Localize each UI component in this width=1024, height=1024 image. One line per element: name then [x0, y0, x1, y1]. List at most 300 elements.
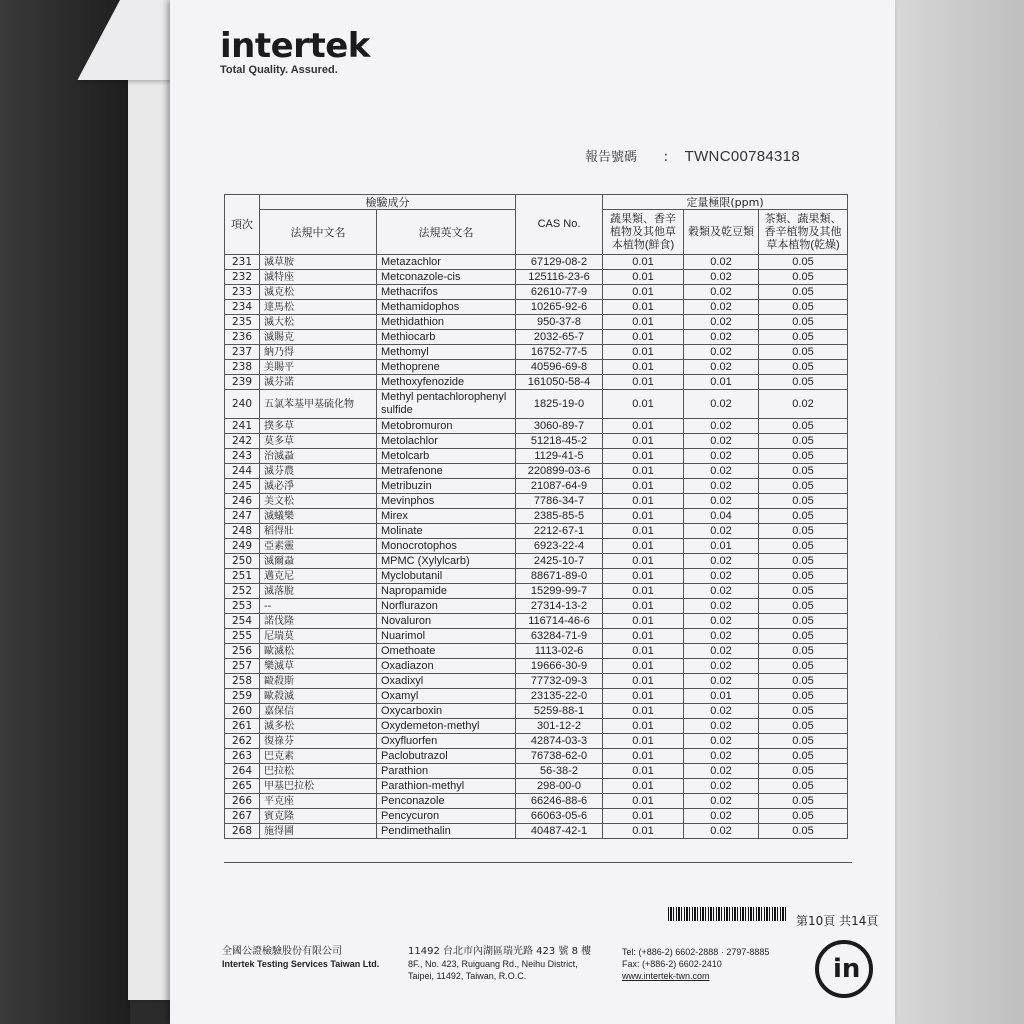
cell-limit-fresh: 0.01: [603, 255, 684, 270]
cell-zh-name: 滅芬諾: [260, 375, 377, 390]
cell-limit-grains: 0.02: [684, 659, 759, 674]
cell-item-no: 234: [225, 300, 260, 315]
table-row: [225, 330, 848, 345]
cell-cas: 161050-58-4: [516, 375, 603, 390]
cell-item-no: 243: [225, 449, 260, 464]
cell-zh-name: 甲基巴拉松: [260, 779, 377, 794]
table-row: [225, 659, 848, 674]
table-row: [225, 644, 848, 659]
cell-en-name: Methiocarb: [377, 330, 516, 345]
company-name-en: Intertek Testing Services Taiwan Ltd.: [222, 959, 380, 969]
table-row: [225, 584, 848, 599]
cell-limit-fresh: 0.01: [603, 569, 684, 584]
cell-zh-name: 巴拉松: [260, 764, 377, 779]
cell-limit-dried: 0.05: [759, 794, 848, 809]
cell-limit-dried: 0.05: [759, 584, 848, 599]
cell-zh-name: 達馬松: [260, 300, 377, 315]
cell-cas: 2212-67-1: [516, 524, 603, 539]
header-cas: CAS No.: [516, 195, 603, 255]
cell-zh-name: 歐滅松: [260, 644, 377, 659]
cell-limit-fresh: 0.01: [603, 644, 684, 659]
cell-en-name: Oxadixyl: [377, 674, 516, 689]
cell-cas: 2385-85-5: [516, 509, 603, 524]
cell-limit-dried: 0.05: [759, 674, 848, 689]
cell-zh-name: 莫多草: [260, 434, 377, 449]
cell-limit-grains: 0.02: [684, 734, 759, 749]
cell-zh-name: 亞素靈: [260, 539, 377, 554]
cell-zh-name: 納乃得: [260, 345, 377, 360]
cell-limit-dried: 0.05: [759, 569, 848, 584]
cell-limit-grains: 0.02: [684, 434, 759, 449]
cell-limit-grains: 0.02: [684, 285, 759, 300]
cell-limit-grains: 0.02: [684, 449, 759, 464]
table-row: [225, 360, 848, 375]
cell-item-no: 255: [225, 629, 260, 644]
cell-limit-dried: 0.05: [759, 375, 848, 390]
cell-limit-fresh: 0.01: [603, 315, 684, 330]
table-row: [225, 614, 848, 629]
cell-item-no: 247: [225, 509, 260, 524]
cell-limit-grains: 0.02: [684, 809, 759, 824]
report-number-line: [585, 146, 800, 165]
cell-item-no: 233: [225, 285, 260, 300]
cell-en-name: Metolcarb: [377, 449, 516, 464]
cell-en-name: Mirex: [377, 509, 516, 524]
cell-limit-grains: 0.02: [684, 330, 759, 345]
cell-limit-fresh: 0.01: [603, 599, 684, 614]
cell-limit-dried: 0.05: [759, 614, 848, 629]
page-number: 第10頁 共14頁: [796, 914, 879, 928]
cell-en-name: Pencycuron: [377, 809, 516, 824]
cell-limit-grains: 0.02: [684, 599, 759, 614]
cell-limit-grains: 0.04: [684, 509, 759, 524]
cell-item-no: 249: [225, 539, 260, 554]
cell-item-no: 257: [225, 659, 260, 674]
cell-zh-name: 滅草胺: [260, 255, 377, 270]
cell-en-name: Napropamide: [377, 584, 516, 599]
table-row: [225, 375, 848, 390]
table-row: [225, 509, 848, 524]
cell-limit-fresh: 0.01: [603, 449, 684, 464]
table-row: [225, 315, 848, 330]
table-row: [225, 704, 848, 719]
header-limit-group: 定量極限(ppm): [603, 195, 848, 210]
cell-zh-name: 滅蟻樂: [260, 509, 377, 524]
cell-item-no: 237: [225, 345, 260, 360]
cell-cas: 21087-64-9: [516, 479, 603, 494]
fax: Fax: (+886-2) 6602-2410: [622, 959, 722, 969]
cell-item-no: 236: [225, 330, 260, 345]
cell-en-name: Molinate: [377, 524, 516, 539]
header-col-dried: 茶類、蔬果類、香辛植物及其他草本植物(乾燥): [759, 210, 848, 255]
cell-limit-fresh: 0.01: [603, 794, 684, 809]
cell-cas: 23135-22-0: [516, 689, 603, 704]
table-row: [225, 464, 848, 479]
cell-zh-name: 五氯苯基甲基硫化物: [260, 390, 377, 419]
table-row: [225, 734, 848, 749]
table-row: [225, 569, 848, 584]
cell-limit-fresh: 0.01: [603, 285, 684, 300]
cell-limit-dried: 0.05: [759, 449, 848, 464]
cell-limit-fresh: 0.01: [603, 614, 684, 629]
cell-zh-name: 滅特座: [260, 270, 377, 285]
cell-limit-grains: 0.02: [684, 749, 759, 764]
website-link[interactable]: www.intertek-twn.com: [622, 971, 710, 981]
cell-zh-name: 滅多松: [260, 719, 377, 734]
cell-zh-name: 滅大松: [260, 315, 377, 330]
cell-cas: 27314-13-2: [516, 599, 603, 614]
cell-en-name: Paclobutrazol: [377, 749, 516, 764]
cell-cas: 3060-89-7: [516, 419, 603, 434]
cell-limit-dried: 0.05: [759, 629, 848, 644]
cell-en-name: Parathion: [377, 764, 516, 779]
cell-en-name: Myclobutanil: [377, 569, 516, 584]
cell-cas: 2425-10-7: [516, 554, 603, 569]
report-page: [170, 0, 895, 1024]
cell-item-no: 267: [225, 809, 260, 824]
table-row: [225, 824, 848, 839]
cell-en-name: Oxydemeton-methyl: [377, 719, 516, 734]
cell-limit-fresh: 0.01: [603, 494, 684, 509]
cell-limit-fresh: 0.01: [603, 390, 684, 419]
cell-zh-name: 滅落脫: [260, 584, 377, 599]
cell-limit-grains: 0.02: [684, 719, 759, 734]
cell-en-name: Methoxyfenozide: [377, 375, 516, 390]
cell-item-no: 259: [225, 689, 260, 704]
cell-limit-fresh: 0.01: [603, 524, 684, 539]
cell-limit-grains: 0.02: [684, 614, 759, 629]
cell-cas: 40487-42-1: [516, 824, 603, 839]
cell-en-name: Oxyfluorfen: [377, 734, 516, 749]
table-row: [225, 255, 848, 270]
cell-en-name: MPMC (Xylylcarb): [377, 554, 516, 569]
background-left: [0, 0, 130, 1024]
cell-cas: 6923-22-4: [516, 539, 603, 554]
cell-limit-fresh: 0.01: [603, 434, 684, 449]
cell-zh-name: 復祿芬: [260, 734, 377, 749]
table-row: [225, 270, 848, 285]
header-col-grains: 穀類及乾豆類: [684, 210, 759, 255]
cell-item-no: 263: [225, 749, 260, 764]
cell-cas: 1825-19-0: [516, 390, 603, 419]
cell-en-name: Metobromuron: [377, 419, 516, 434]
cell-zh-name: 滅爾蝨: [260, 554, 377, 569]
header-zh-name: 法規中文名: [260, 210, 377, 255]
cell-limit-fresh: 0.01: [603, 764, 684, 779]
table-row: [225, 494, 848, 509]
cell-cas: 220899-03-6: [516, 464, 603, 479]
cell-limit-dried: 0.05: [759, 719, 848, 734]
cell-item-no: 256: [225, 644, 260, 659]
cell-en-name: Metconazole-cis: [377, 270, 516, 285]
table-row: [225, 779, 848, 794]
cell-zh-name: 美賜平: [260, 360, 377, 375]
cell-limit-grains: 0.02: [684, 629, 759, 644]
cell-en-name: Methidathion: [377, 315, 516, 330]
address-en-line2: Taipei, 11492, Taiwan, R.O.C.: [408, 971, 527, 981]
header-analyte-group: 檢驗成分: [260, 195, 516, 210]
cell-item-no: 246: [225, 494, 260, 509]
cell-en-name: Omethoate: [377, 644, 516, 659]
cell-cas: 56-38-2: [516, 764, 603, 779]
address-en-line1: 8F., No. 423, Ruiguang Rd., Neihu District,: [408, 959, 578, 969]
table-row: [225, 764, 848, 779]
cell-en-name: Metrafenone: [377, 464, 516, 479]
table-row: [225, 539, 848, 554]
results-table: [224, 194, 848, 839]
cell-limit-dried: 0.05: [759, 285, 848, 300]
cell-zh-name: 治滅蝨: [260, 449, 377, 464]
cell-limit-dried: 0.05: [759, 300, 848, 315]
barcode: [668, 907, 786, 921]
table-row: [225, 390, 848, 419]
cell-cas: 301-12-2: [516, 719, 603, 734]
cell-item-no: 266: [225, 794, 260, 809]
cell-en-name: Norflurazon: [377, 599, 516, 614]
cell-item-no: 268: [225, 824, 260, 839]
report-number: TWNC00784318: [684, 148, 800, 165]
cell-item-no: 252: [225, 584, 260, 599]
cell-limit-grains: 0.02: [684, 674, 759, 689]
background-right: [884, 0, 1024, 1024]
cell-cas: 116714-46-6: [516, 614, 603, 629]
cell-cas: 950-37-8: [516, 315, 603, 330]
cell-zh-name: 美文松: [260, 494, 377, 509]
table-row: [225, 449, 848, 464]
cell-cas: 67129-08-2: [516, 255, 603, 270]
cell-item-no: 248: [225, 524, 260, 539]
cell-limit-dried: 0.05: [759, 494, 848, 509]
cell-en-name: Mevinphos: [377, 494, 516, 509]
cell-cas: 42874-03-3: [516, 734, 603, 749]
cell-zh-name: 稻得壯: [260, 524, 377, 539]
cell-item-no: 260: [225, 704, 260, 719]
cell-limit-grains: 0.02: [684, 479, 759, 494]
cell-limit-grains: 0.02: [684, 584, 759, 599]
cell-limit-fresh: 0.01: [603, 824, 684, 839]
cell-en-name: Monocrotophos: [377, 539, 516, 554]
cell-item-no: 253: [225, 599, 260, 614]
cell-zh-name: 諾伐隆: [260, 614, 377, 629]
cell-limit-fresh: 0.01: [603, 689, 684, 704]
cell-en-name: Methacrifos: [377, 285, 516, 300]
table-row: [225, 809, 848, 824]
cell-limit-dried: 0.05: [759, 689, 848, 704]
cell-limit-dried: 0.05: [759, 255, 848, 270]
cell-limit-grains: 0.02: [684, 419, 759, 434]
cell-limit-fresh: 0.01: [603, 360, 684, 375]
cell-item-no: 241: [225, 419, 260, 434]
cell-limit-dried: 0.05: [759, 524, 848, 539]
cell-cas: 7786-34-7: [516, 494, 603, 509]
cell-item-no: 239: [225, 375, 260, 390]
cell-limit-grains: 0.02: [684, 360, 759, 375]
cell-item-no: 258: [225, 674, 260, 689]
cell-zh-name: 樂滅草: [260, 659, 377, 674]
cell-en-name: Methomyl: [377, 345, 516, 360]
cell-item-no: 235: [225, 315, 260, 330]
cell-limit-dried: 0.05: [759, 734, 848, 749]
cell-limit-fresh: 0.01: [603, 270, 684, 285]
cell-item-no: 261: [225, 719, 260, 734]
cell-limit-grains: 0.02: [684, 300, 759, 315]
cell-limit-grains: 0.02: [684, 704, 759, 719]
cell-limit-dried: 0.05: [759, 434, 848, 449]
cell-limit-dried: 0.05: [759, 330, 848, 345]
table-row: [225, 345, 848, 360]
table-row: [225, 749, 848, 764]
table-row: [225, 479, 848, 494]
telephone: Tel: (+886-2) 6602-2888 · 2797-8885: [622, 947, 770, 957]
cell-limit-fresh: 0.01: [603, 554, 684, 569]
emblem-text: in: [833, 954, 861, 984]
cell-item-no: 242: [225, 434, 260, 449]
cell-zh-name: 賓克隆: [260, 809, 377, 824]
cell-limit-fresh: 0.01: [603, 734, 684, 749]
cell-limit-dried: 0.05: [759, 779, 848, 794]
cell-zh-name: --: [260, 599, 377, 614]
cell-en-name: Oxadiazon: [377, 659, 516, 674]
cell-limit-dried: 0.05: [759, 704, 848, 719]
cell-limit-dried: 0.05: [759, 270, 848, 285]
address-zh: 11492 台北市內湖區瑞光路 423 號 8 樓: [408, 946, 592, 957]
table-row: [225, 419, 848, 434]
cell-en-name: Methoprene: [377, 360, 516, 375]
report-number-separator: :: [663, 149, 669, 165]
cell-cas: 62610-77-9: [516, 285, 603, 300]
cell-zh-name: 平克座: [260, 794, 377, 809]
cell-limit-grains: 0.02: [684, 494, 759, 509]
cell-limit-grains: 0.01: [684, 539, 759, 554]
cell-limit-dried: 0.02: [759, 390, 848, 419]
cell-item-no: 262: [225, 734, 260, 749]
cell-limit-dried: 0.05: [759, 315, 848, 330]
intertek-logo: [220, 28, 370, 76]
cell-limit-grains: 0.01: [684, 689, 759, 704]
cell-limit-fresh: 0.01: [603, 330, 684, 345]
cell-cas: 51218-45-2: [516, 434, 603, 449]
cell-limit-grains: 0.02: [684, 569, 759, 584]
cell-zh-name: 歐殺滅: [260, 689, 377, 704]
cell-limit-grains: 0.02: [684, 794, 759, 809]
cell-cas: 16752-77-5: [516, 345, 603, 360]
cell-limit-fresh: 0.01: [603, 479, 684, 494]
cell-limit-fresh: 0.01: [603, 464, 684, 479]
cell-limit-fresh: 0.01: [603, 659, 684, 674]
cell-limit-fresh: 0.01: [603, 749, 684, 764]
cell-limit-dried: 0.05: [759, 764, 848, 779]
cell-limit-fresh: 0.01: [603, 419, 684, 434]
cell-cas: 76738-62-0: [516, 749, 603, 764]
cell-item-no: 265: [225, 779, 260, 794]
cell-limit-dried: 0.05: [759, 809, 848, 824]
cell-limit-dried: 0.05: [759, 749, 848, 764]
cell-limit-grains: 0.02: [684, 315, 759, 330]
footer-contact: [622, 946, 769, 982]
cell-limit-grains: 0.02: [684, 554, 759, 569]
cell-limit-grains: 0.02: [684, 779, 759, 794]
cell-item-no: 231: [225, 255, 260, 270]
cell-cas: 125116-23-6: [516, 270, 603, 285]
cell-zh-name: 巴克素: [260, 749, 377, 764]
cell-cas: 88671-89-0: [516, 569, 603, 584]
cell-limit-fresh: 0.01: [603, 779, 684, 794]
cell-item-no: 244: [225, 464, 260, 479]
cell-limit-dried: 0.05: [759, 824, 848, 839]
cell-cas: 15299-99-7: [516, 584, 603, 599]
cell-limit-grains: 0.02: [684, 464, 759, 479]
cell-limit-fresh: 0.01: [603, 584, 684, 599]
intertek-emblem-icon: [815, 940, 873, 998]
cell-limit-fresh: 0.01: [603, 300, 684, 315]
cell-limit-grains: 0.02: [684, 764, 759, 779]
cell-limit-dried: 0.05: [759, 464, 848, 479]
cell-limit-dried: 0.05: [759, 419, 848, 434]
company-name-zh: 全國公證檢驗股份有限公司: [222, 946, 342, 957]
cell-en-name: Pendimethalin: [377, 824, 516, 839]
table-row: [225, 629, 848, 644]
table-row: [225, 794, 848, 809]
table-row: [225, 674, 848, 689]
cell-limit-dried: 0.05: [759, 539, 848, 554]
cell-limit-fresh: 0.01: [603, 704, 684, 719]
table-row: [225, 689, 848, 704]
cell-limit-grains: 0.02: [684, 524, 759, 539]
cell-zh-name: 尼瑞莫: [260, 629, 377, 644]
cell-limit-grains: 0.02: [684, 255, 759, 270]
cell-item-no: 245: [225, 479, 260, 494]
cell-en-name: Nuarimol: [377, 629, 516, 644]
cell-limit-fresh: 0.01: [603, 539, 684, 554]
table-row: [225, 300, 848, 315]
cell-zh-name: 施得圃: [260, 824, 377, 839]
cell-en-name: Penconazole: [377, 794, 516, 809]
cell-item-no: 251: [225, 569, 260, 584]
table-row: [225, 434, 848, 449]
cell-zh-name: 嘉保信: [260, 704, 377, 719]
cell-en-name: Metribuzin: [377, 479, 516, 494]
cell-item-no: 250: [225, 554, 260, 569]
cell-cas: 19666-30-9: [516, 659, 603, 674]
cell-en-name: Novaluron: [377, 614, 516, 629]
logo-wordmark: intertek: [220, 26, 370, 66]
cell-en-name: Metazachlor: [377, 255, 516, 270]
cell-zh-name: 滅克松: [260, 285, 377, 300]
cell-limit-grains: 0.02: [684, 644, 759, 659]
cell-cas: 77732-09-3: [516, 674, 603, 689]
table-end-line: [224, 862, 852, 863]
cell-zh-name: 滅芬農: [260, 464, 377, 479]
table-row: [225, 554, 848, 569]
cell-limit-grains: 0.02: [684, 270, 759, 285]
cell-limit-dried: 0.05: [759, 599, 848, 614]
cell-en-name: Oxycarboxin: [377, 704, 516, 719]
cell-item-no: 264: [225, 764, 260, 779]
cell-item-no: 238: [225, 360, 260, 375]
table-row: [225, 719, 848, 734]
cell-limit-fresh: 0.01: [603, 674, 684, 689]
cell-limit-grains: 0.01: [684, 375, 759, 390]
cell-limit-fresh: 0.01: [603, 629, 684, 644]
cell-cas: 66063-05-6: [516, 809, 603, 824]
cell-en-name: Parathion-methyl: [377, 779, 516, 794]
footer-address: [408, 946, 591, 982]
header-item-no: 項次: [225, 195, 260, 255]
cell-item-no: 240: [225, 390, 260, 419]
cell-limit-dried: 0.05: [759, 360, 848, 375]
cell-limit-fresh: 0.01: [603, 809, 684, 824]
table-row: [225, 285, 848, 300]
